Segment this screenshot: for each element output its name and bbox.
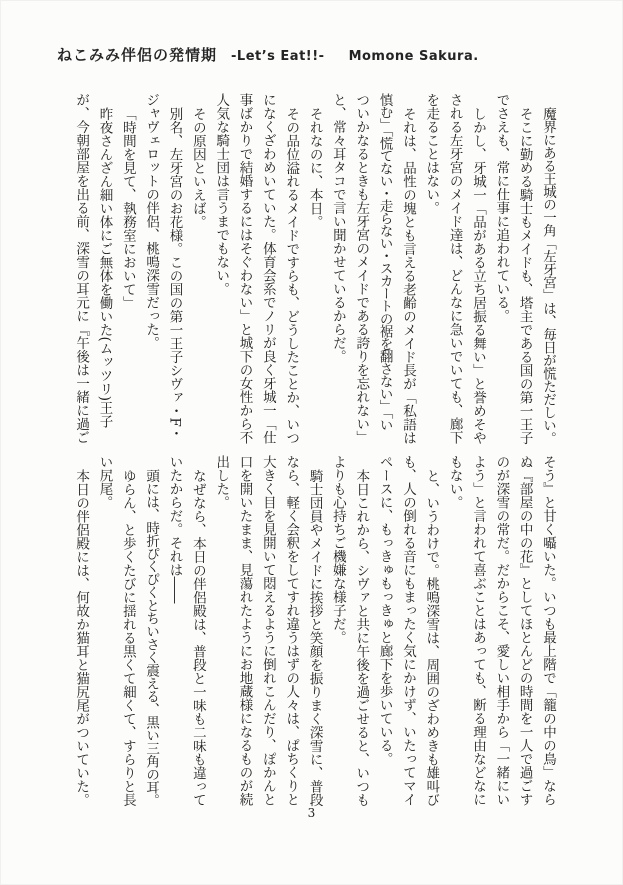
text-line: なら、軽く会釈をしてすれ違うはずの人々は、ぱちくりと [283, 455, 300, 806]
text-line: 本日これから、シヴァと共に午後を過ごせると、いつも [353, 468, 370, 806]
text-line: 出した。 [213, 455, 230, 509]
text-line: 「時間を見て、執務室において」 [119, 106, 136, 309]
text-line: 別名、左牙宮のお花様。この国の第一王子シヴァ・F・ [166, 106, 183, 440]
page-header [57, 44, 479, 65]
text-line: 本日の伴侶殿には、何故か猫耳と猫尻尾がついていた。 [73, 468, 90, 806]
text-line: でさえも、常に仕事に追われている。 [493, 93, 510, 323]
page-subtitle: -Let’s Eat!!- [231, 49, 325, 64]
text-line: 魔界にある王城の一角「左牙宮」は、毎日が慌ただしい。 [540, 106, 556, 445]
text-line: もない。 [446, 455, 463, 509]
text-line: が、今朝部屋を出る前、深雪の耳元に『午後は一緒に過ご [73, 93, 90, 444]
text-line: 事ばかりで結婚するにはそぐわない」と城下の女性から不 [236, 93, 253, 444]
text-line: される左牙宮のメイド達は、どんなに急いでいても、廊下 [446, 93, 463, 444]
page-title: ねこみみ伴侶の発情期 [57, 46, 218, 64]
text-line: ペースに、もっきゅもっきゅと廊下を歩いている。 [376, 455, 393, 766]
text-line: そう』と甘く囁いた。いつも最上階で「籠の中の鳥」なら [540, 455, 556, 806]
text-line: 人気な騎士団は言うまでもない。 [213, 93, 230, 296]
text-block-bottom [69, 455, 559, 809]
text-line: 口を開いたまま、見蕩れたようにお地蔵様になるものが続 [236, 455, 253, 806]
text-line: ついかなるときも左牙宮のメイドである誇りを忘れない」 [353, 93, 370, 444]
text-line: そこに勤める騎士もメイドも、塔主である国の第一王子 [516, 106, 533, 444]
text-line: 慎む」「慌てない・走らない・スカートの裾を翻さない」「い [376, 93, 393, 431]
text-line: 頭には、時折ぴくぴくとちいさく震える、黒い三角の耳。 [143, 468, 160, 807]
text-line: も、人の倒れる音にもまったく気にかけず、いたってマイ [399, 455, 416, 806]
text-line: その原因といえば。 [189, 106, 206, 228]
text-line: のが深雪の常だ。だからこそ、愛しい相手から「一緒にい [493, 455, 510, 806]
text-block-top [69, 93, 559, 447]
text-line: ゆらん、と歩くたびに揺れる黒くて細くて、すらりと長 [119, 468, 136, 806]
text-line: い尻尾。 [96, 455, 113, 509]
text-line: 大きく目を見開いて悶えるように倒れこんだり、ぽかんと [259, 455, 276, 806]
text-line: ぬ『部屋の中の花』としてほとんどの時間を一人で過ごす [516, 455, 533, 806]
text-line: それは、品性の塊とも言える老齢のメイド長が「私語は [399, 106, 416, 444]
text-line: よう」と言われて喜ぶことはあっても、断る理由などなに [469, 455, 486, 806]
text-line: よりも心持ちご機嫌な様子だ。 [329, 455, 346, 644]
text-line: になくざわめいていた。体育会系でノリが良く牙城一「仕 [259, 93, 276, 444]
text-line: それなのに、本日。 [306, 106, 323, 228]
text-line: と、常々耳タコで言い聞かせているからだ。 [329, 93, 346, 363]
text-line: しかし、牙城一「品がある立ち居振る舞い」と誉めそや [469, 106, 486, 444]
text-line: 騎士団員やメイドに挨拶と笑顔を振りまく深雪に、普段 [306, 468, 323, 806]
text-line: ジャヴェロットの伴侶、桃鳴深雪だった。 [143, 93, 160, 350]
text-line: と、いうわけで。桃鳴深雪は、周囲のざわめきも雄叫び [423, 468, 440, 806]
page-number: 3 [307, 806, 316, 820]
author-name: Momone Sakura. [348, 49, 479, 64]
text-line: その品位溢れるメイドですらも、どうしたことか、いつ [283, 106, 300, 444]
text-line: 昨夜さんざん細い体にご無体を働いた(ムッツリ)王子 [96, 106, 113, 428]
text-line: いたからだ。それは―― [166, 455, 183, 604]
text-line: なぜなら、本日の伴侶殿は、普段と一味も二味も違って [189, 468, 206, 806]
text-line: を走ることはない。 [423, 93, 440, 215]
